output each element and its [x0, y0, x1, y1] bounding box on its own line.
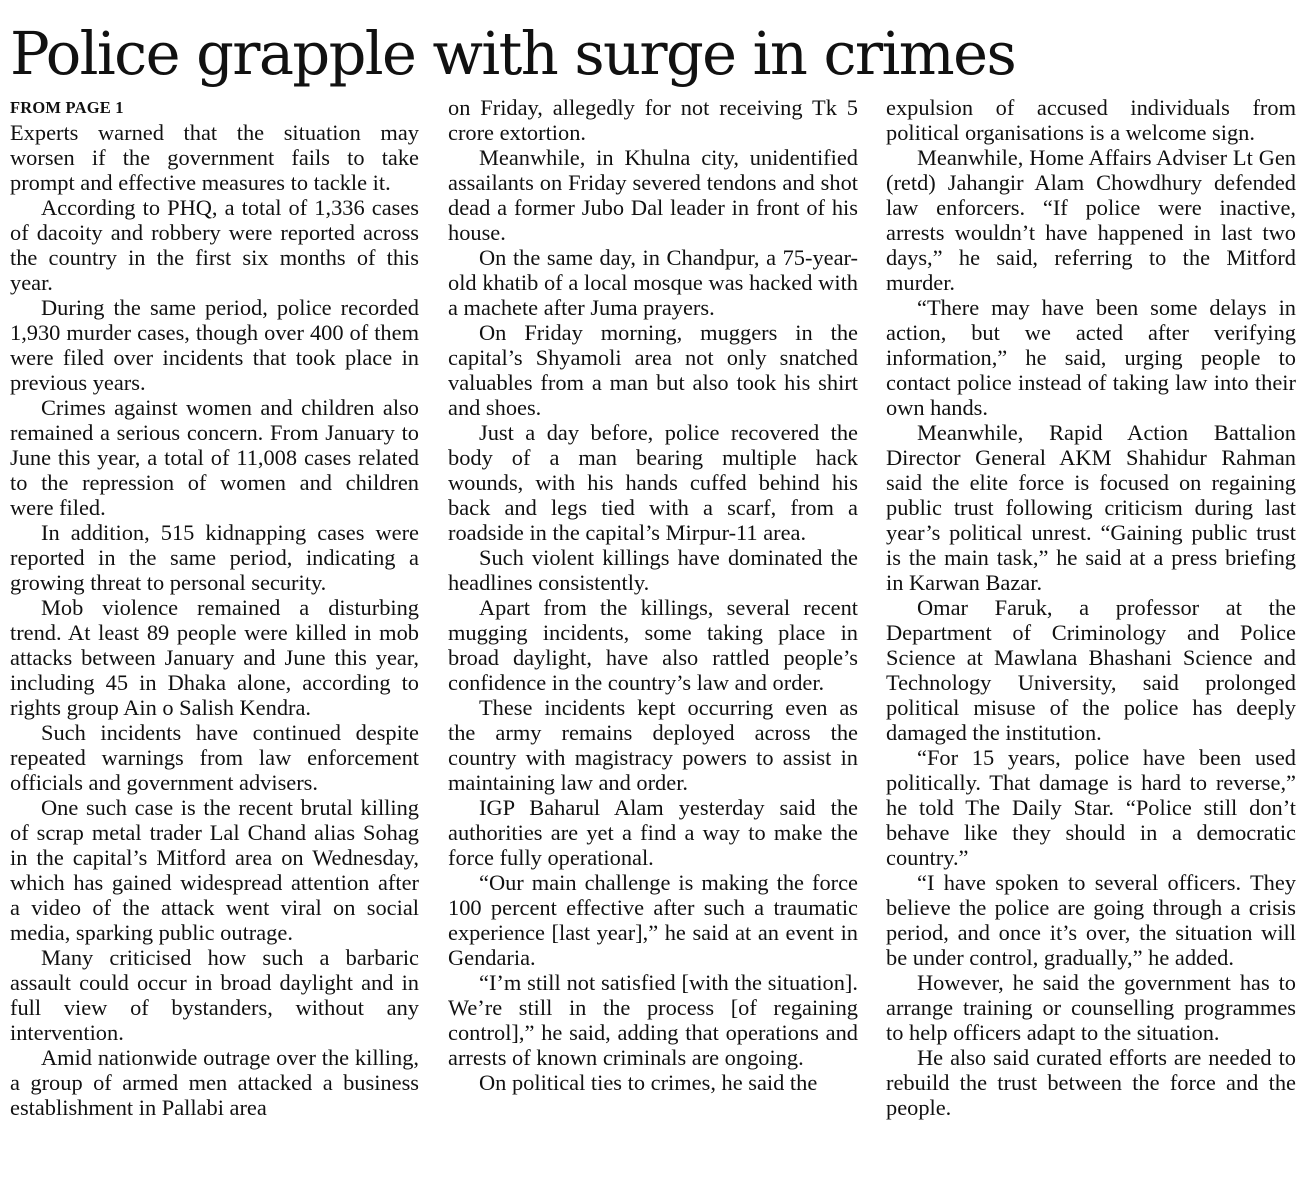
paragraph: According to PHQ, a total of 1,336 cases of dacoity and robbery were reported across the country in the first six months of this year.: [10, 195, 419, 295]
paragraph: “Our main challenge is making the force 100 percent effective after such a traumatic experience [last year],” he said at an event in Gendaria.: [448, 870, 858, 970]
article-column-3: [886, 95, 1296, 1120]
paragraph: Omar Faruk, a professor at the Department of Criminology and Police Science at Mawlana Bhashani Science and Technology University, said prolonged political misuse of the police has deeply damaged the institution.: [886, 595, 1296, 745]
paragraph: “There may have been some delays in action, but we acted after verifying information,” he said, urging people to contact police instead of taking law into their own hands.: [886, 295, 1296, 420]
paragraph: On the same day, in Chandpur, a 75-year-old khatib of a local mosque was hacked with a machete after Juma prayers.: [448, 245, 858, 320]
paragraph: “For 15 years, police have been used politically. That damage is hard to reverse,” he told The Daily Star. “Police still don’t behave like they should in a democratic country.”: [886, 745, 1296, 870]
paragraph: On Friday morning, muggers in the capital’s Shyamoli area not only snatched valuables from a man but also took his shirt and shoes.: [448, 320, 858, 420]
paragraph: on Friday, allegedly for not receiving Tk 5 crore extortion.: [448, 95, 858, 145]
paragraph: “I’m still not satisfied [with the situation]. We’re still in the process [of regaining control],” he said, adding that operations and arrests of known criminals are ongoing.: [448, 970, 858, 1070]
paragraph: However, he said the government has to arrange training or counselling programmes to help officers adapt to the situation.: [886, 970, 1296, 1045]
paragraph: Meanwhile, Rapid Action Battalion Director General AKM Shahidur Rahman said the elite force is focused on regaining public trust following criticism during last year’s political unrest. “Gaining public trust is the main task,” he said at a press briefing in Karwan Bazar.: [886, 420, 1296, 595]
paragraph: expulsion of accused individuals from political organisations is a welcome sign.: [886, 95, 1296, 145]
paragraph: Experts warned that the situation may worsen if the government fails to take prompt and effective measures to tackle it.: [10, 120, 419, 195]
article-column-1: [10, 95, 419, 1120]
paragraph: He also said curated efforts are needed to rebuild the trust between the force and the people.: [886, 1045, 1296, 1120]
paragraph: One such case is the recent brutal killing of scrap metal trader Lal Chand alias Sohag in the capital’s Mitford area on Wednesday, which has gained widespread attention after a video of the attack went viral on social media, sparking public outrage.: [10, 795, 419, 945]
paragraph: IGP Baharul Alam yesterday said the authorities are yet a find a way to make the force fully operational.: [448, 795, 858, 870]
paragraph: Meanwhile, Home Affairs Adviser Lt Gen (retd) Jahangir Alam Chowdhury defended law enforcers. “If police were inactive, arrests wouldn’t have happened in last two days,” he said, referring to the Mitford murder.: [886, 145, 1296, 295]
paragraph: Just a day before, police recovered the body of a man bearing multiple hack wounds, with his hands cuffed behind his back and legs tied with a scarf, from a roadside in the capital’s Mirpur-11 area.: [448, 420, 858, 545]
paragraph: Many criticised how such a barbaric assault could occur in broad daylight and in full view of bystanders, without any intervention.: [10, 945, 419, 1045]
paragraph: During the same period, police recorded 1,930 murder cases, though over 400 of them were filed over incidents that took place in previous years.: [10, 295, 419, 395]
headline: Police grapple with surge in crimes: [10, 19, 1016, 88]
paragraph: “I have spoken to several officers. They believe the police are going through a crisis period, and once it’s over, the situation will be under control, gradually,” he added.: [886, 870, 1296, 970]
article-column-2: [448, 95, 858, 1095]
paragraph: Crimes against women and children also remained a serious concern. From January to June this year, a total of 11,008 cases related to the repression of women and children were filed.: [10, 395, 419, 520]
paragraph: These incidents kept occurring even as the army remains deployed across the country with magistracy powers to assist in maintaining law and order.: [448, 695, 858, 795]
paragraph: Apart from the killings, several recent mugging incidents, some taking place in broad daylight, have also rattled people’s confidence in the country’s law and order.: [448, 595, 858, 695]
paragraph: On political ties to crimes, he said the: [479, 1070, 818, 1095]
paragraph: Amid nationwide outrage over the killing, a group of armed men attacked a business establishment in Pallabi area: [10, 1045, 419, 1120]
paragraph: Such violent killings have dominated the headlines consistently.: [448, 545, 858, 595]
continuation-kicker: FROM PAGE 1: [10, 98, 124, 117]
paragraph: Such incidents have continued despite repeated warnings from law enforcement officials and government advisers.: [10, 720, 419, 795]
paragraph: In addition, 515 kidnapping cases were reported in the same period, indicating a growing threat to personal security.: [10, 520, 419, 595]
paragraph: Mob violence remained a disturbing trend. At least 89 people were killed in mob attacks between January and June this year, including 45 in Dhaka alone, according to rights group Ain o Salish Kendra.: [10, 595, 419, 720]
paragraph: Meanwhile, in Khulna city, unidentified assailants on Friday severed tendons and shot dead a former Jubo Dal leader in front of his house.: [448, 145, 858, 245]
